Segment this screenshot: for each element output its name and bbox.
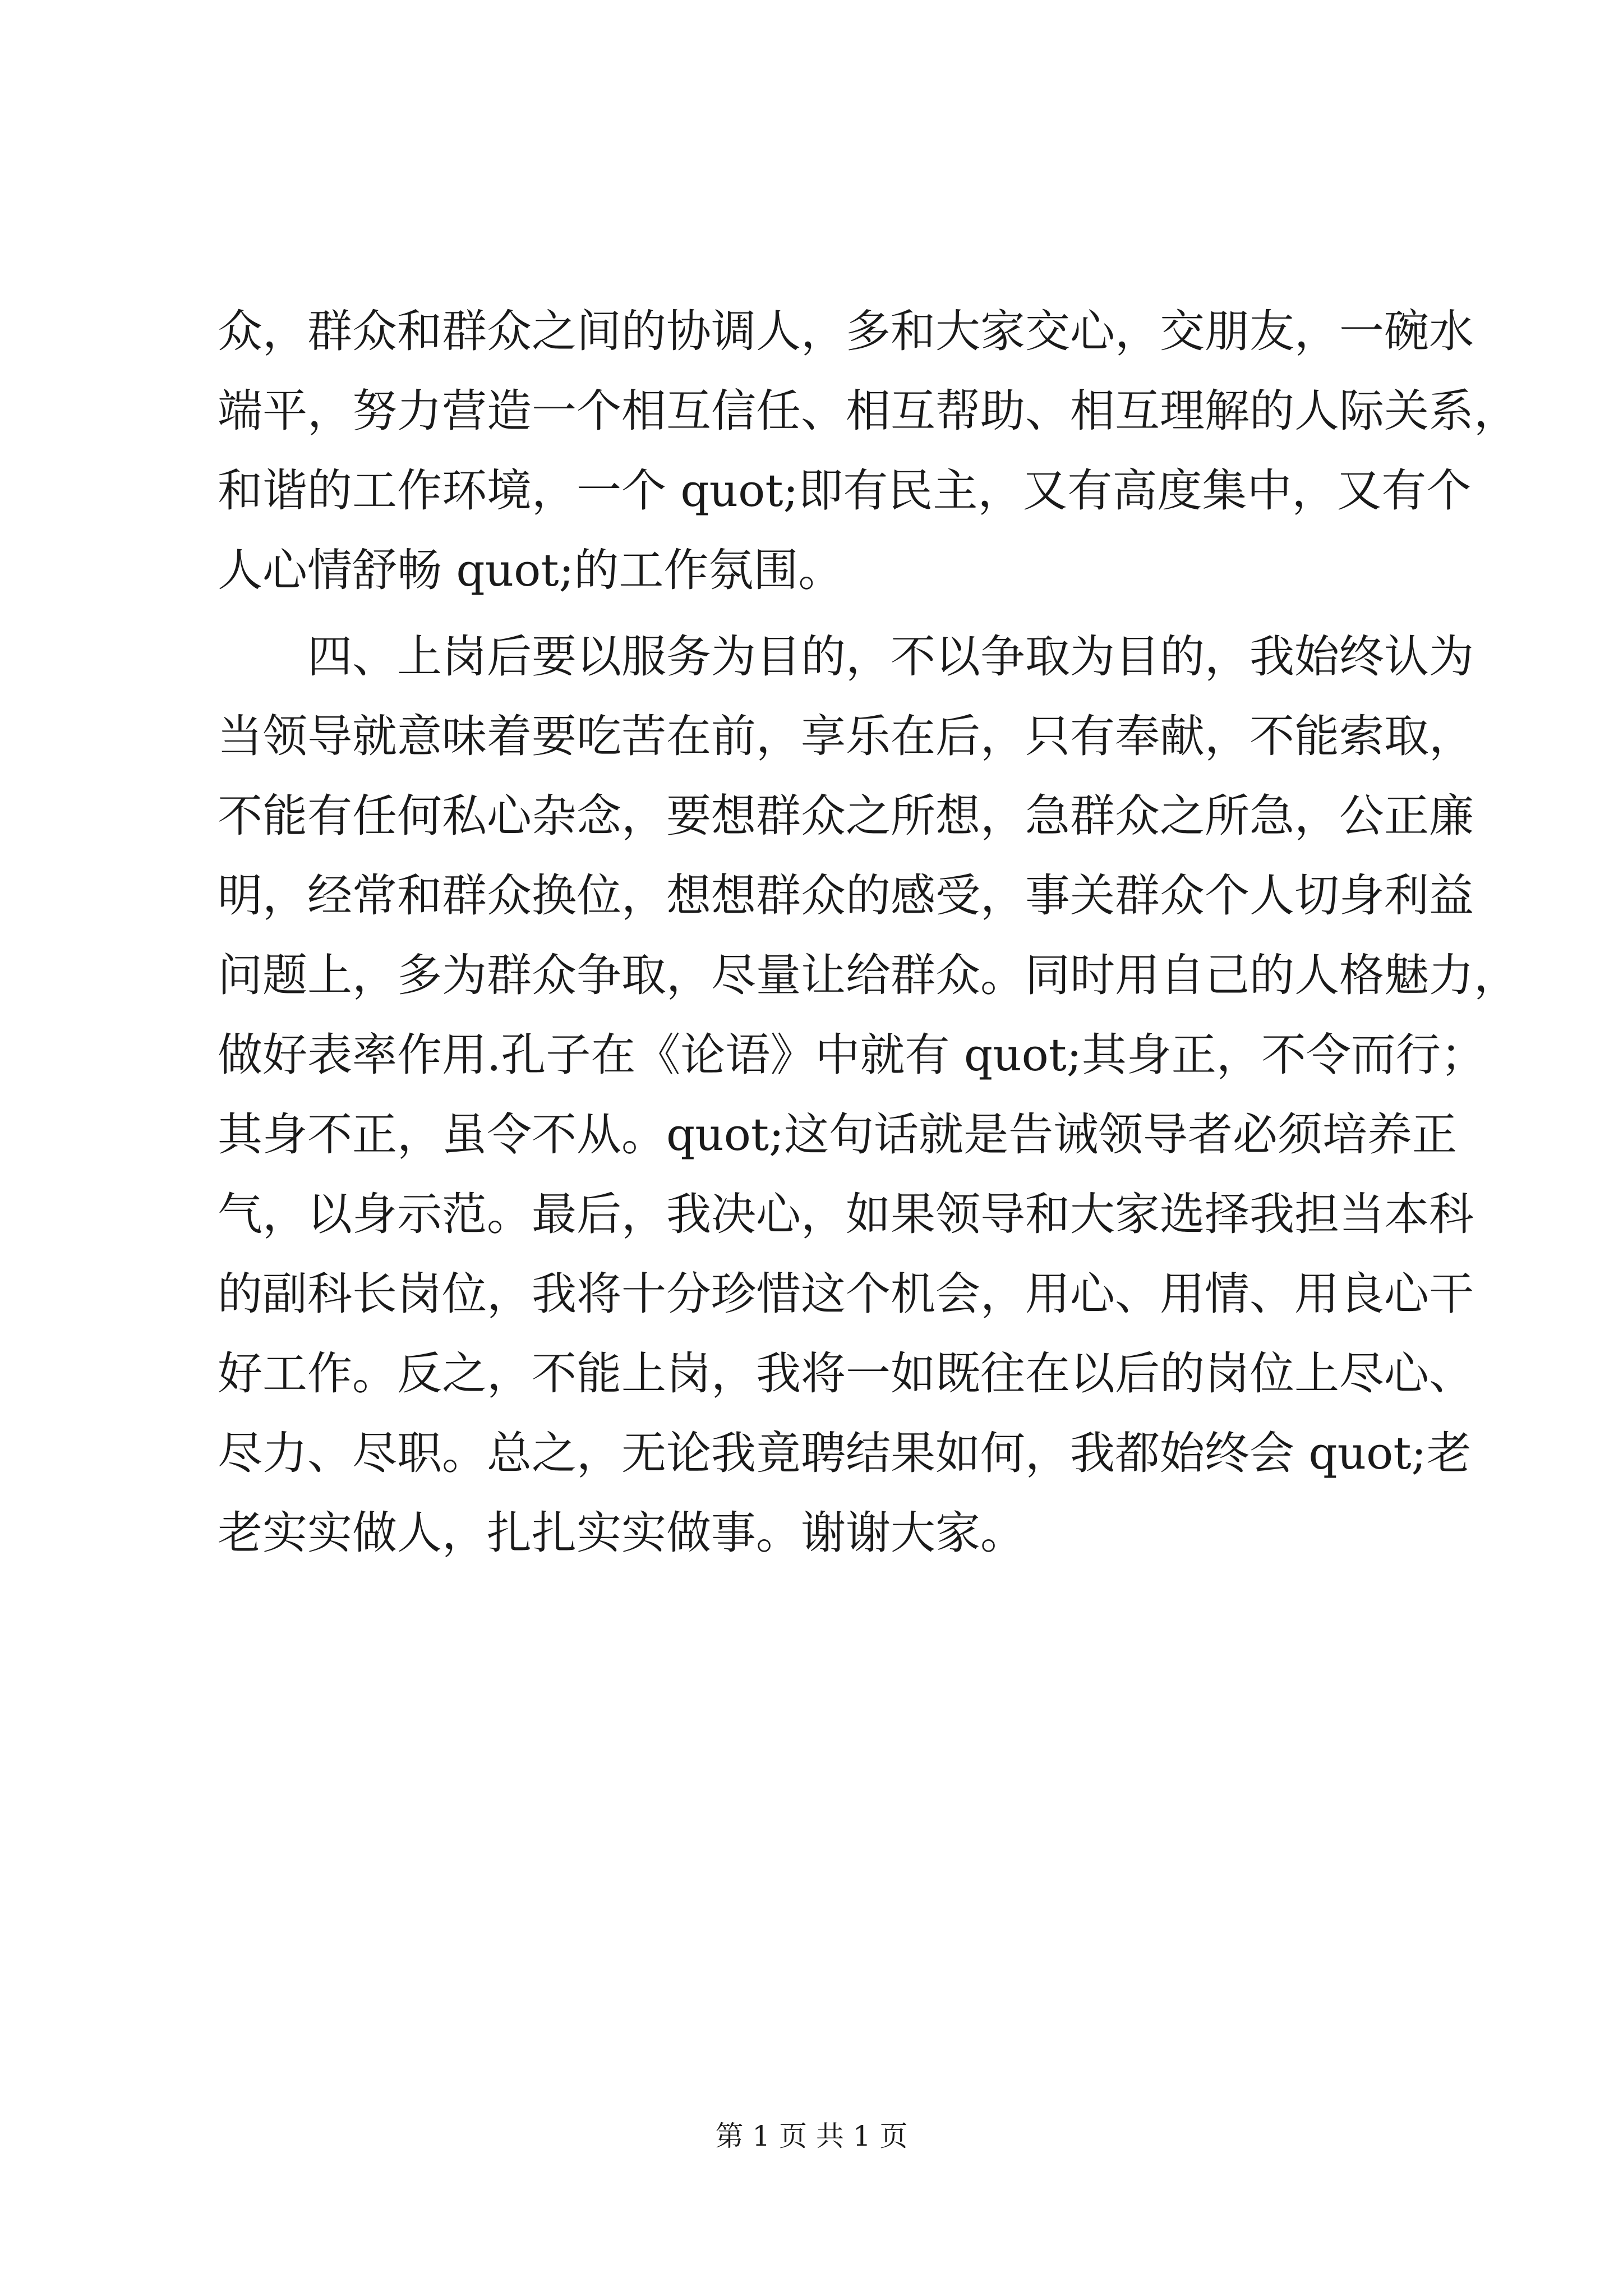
text-line: 不能有任何私心杂念，要想群众之所想，急群众之所急，公正廉 <box>218 790 1474 842</box>
page-number-footer: 第 1 页 共 1 页 <box>715 2120 908 2152</box>
text-line: 明，经常和群众换位，想想群众的感受，事关群众个人切身利益 <box>218 869 1474 922</box>
text-line: 端平，努力营造一个相互信任、相互帮助、相互理解的人际关系， <box>218 385 1519 437</box>
text-line: 人心情舒畅 quot;的工作氛围。 <box>218 544 843 596</box>
text-line: 的副科长岗位，我将十分珍惜这个机会，用心、用情、用良心干 <box>218 1268 1474 1320</box>
text-line: 四、上岗后要以服务为目的，不以争取为目的，我始终认为 <box>218 631 1474 683</box>
paragraph-1 <box>218 292 1519 610</box>
text-line: 其身不正，虽令不从。quot;这句话就是告诫领导者必须培养正 <box>218 1108 1457 1161</box>
text-line: 好工作。反之，不能上岗，我将一如既往在以后的岗位上尽心、 <box>218 1347 1474 1400</box>
text-line: 尽力、尽职。总之，无论我竟聘结果如何，我都始终会 quot;老 <box>218 1427 1472 1479</box>
text-line: 众，群众和群众之间的协调人，多和大家交心，交朋友，一碗水 <box>218 305 1474 357</box>
text-line: 做好表率作用.孔子在《论语》中就有 quot;其身正，不令而行； <box>218 1029 1486 1081</box>
text-line: 当领导就意味着要吃苦在前，享乐在后，只有奉献，不能索取， <box>218 710 1474 762</box>
paragraph-2 <box>218 617 1519 1573</box>
text-line: 和谐的工作环境，一个 quot;即有民主，又有高度集中，又有个 <box>218 464 1472 517</box>
text-line: 气，以身示范。最后，我决心，如果领导和大家选择我担当本科 <box>218 1188 1474 1240</box>
text-line: 问题上，多为群众争取，尽量让给群众。同时用自己的人格魅力， <box>218 949 1519 1001</box>
document-body <box>218 292 1519 1573</box>
text-line: 老实实做人，扎扎实实做事。谢谢大家。 <box>218 1507 1025 1559</box>
paragraph-gap <box>218 610 1429 617</box>
